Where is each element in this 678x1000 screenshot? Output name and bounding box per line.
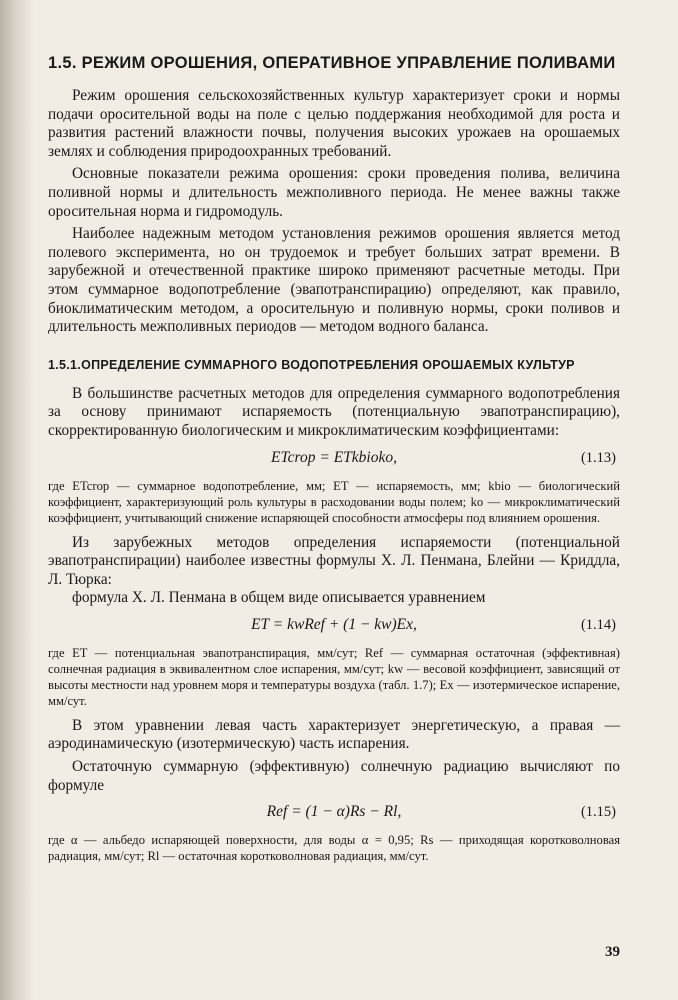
page-gutter-shadow [0, 0, 34, 1000]
formula-1-13-expression: ETcrop = ETkbioko, [271, 448, 397, 466]
paragraph-1: Режим орошения сельскохозяйственных культур характеризует сроки и нормы подачи оросительной воды на поле с целью поддержания необходимой для роста и развития растений влажности почвы, получения высоких урожаев на орошаемых землях и соблюдения природоохранных требований. [48, 87, 620, 160]
formula-1-15-definitions: где α — альбедо испаряющей поверхности, для воды α = 0,95; Rs — приходящая коротковолновая радиация, мм/сут; Rl — остаточная коротковолновая радиация, мм/сут. [48, 833, 620, 864]
formula-1-14-expression: ET = kwRef + (1 − kw)Ex, [251, 615, 417, 633]
paragraph-4: В большинстве расчетных методов для определения суммарного водопотребления за основу принимают испаряемость (потенциальную эвапотранспирацию), скорректированную биологическим и микроклиматическим коэффициентами: [48, 384, 620, 439]
formula-1-15-expression: Ref = (1 − α)Rs − Rl, [266, 803, 402, 821]
section-heading: 1.5. РЕЖИМ ОРОШЕНИЯ, ОПЕРАТИВНОЕ УПРАВЛЕНИЕ ПОЛИВАМИ [48, 54, 616, 72]
formula-1-13 [48, 445, 620, 473]
formula-1-14-definitions: где ET — потенциальная эвапотранспирация, мм/сут; Ref — суммарная остаточная (эффективная) солнечная радиация в эквивалентном слое испарения, мм/сут; kw — весовой коэффициент, зависящий от высоты местности над уровнем моря и температуры воздуха (табл. 1.7); Ex — изотермическое испарение, мм/сут. [48, 645, 620, 708]
formula-1-14-number: (1.14) [580, 616, 616, 633]
subsection-heading: 1.5.1.ОПРЕДЕЛЕНИЕ СУММАРНОГО ВОДОПОТРЕБЛЕНИЯ ОРОШАЕМЫХ КУЛЬТУР [48, 357, 575, 372]
paragraph-7: В этом уравнении левая часть характеризует энергетическую, а правая — аэродинамическую (изотермическую) часть испарения. [48, 716, 620, 753]
page-number: 39 [605, 944, 620, 960]
paragraph-5: Из зарубежных методов определения испаряемости (потенциальной эвапотранспирации) наиболее известны формулы Х. Л. Пенмана, Блейни — Криддла, Л. Тюрка: [48, 533, 620, 588]
formula-1-15 [48, 799, 620, 827]
formula-1-14 [48, 612, 620, 640]
page-content [48, 52, 620, 864]
paragraph-6: формула Х. Л. Пенмана в общем виде описывается уравнением [72, 589, 486, 607]
paragraph-2: Основные показатели режима орошения: сроки проведения полива, величина поливной нормы и длительность межполивного периода. Не менее важны также оросительная норма и гидромодуль. [48, 165, 620, 220]
formula-1-15-number: (1.15) [580, 804, 616, 821]
formula-1-13-definitions: где ETcrop — суммарное водопотребление, мм; ET — испаряемость, мм; kbio — биологический коэффициент, характеризующий роль культуры в расходовании воды полем; ko — микроклиматический коэффициент, учитывающий снижение испаряющей способности атмосферы под влиянием орошения. [48, 478, 620, 525]
paragraph-8: Остаточную суммарную (эффективную) солнечную радиацию вычисляют по формуле [48, 758, 620, 794]
formula-1-13-number: (1.13) [580, 449, 616, 466]
paragraph-3: Наиболее надежным методом установления режимов орошения является метод полевого эксперимента, но он трудоемок и требует больших затрат времени. В зарубежной и отечественной практике широко применяют расчетные методы. При этом суммарное водопотребление (эвапотранспирацию) определяют, как правило, биоклиматическим методом, а оросительную и поливную нормы, сроки поливов и длительность межполивных периодов — методом водного баланса. [48, 225, 620, 336]
